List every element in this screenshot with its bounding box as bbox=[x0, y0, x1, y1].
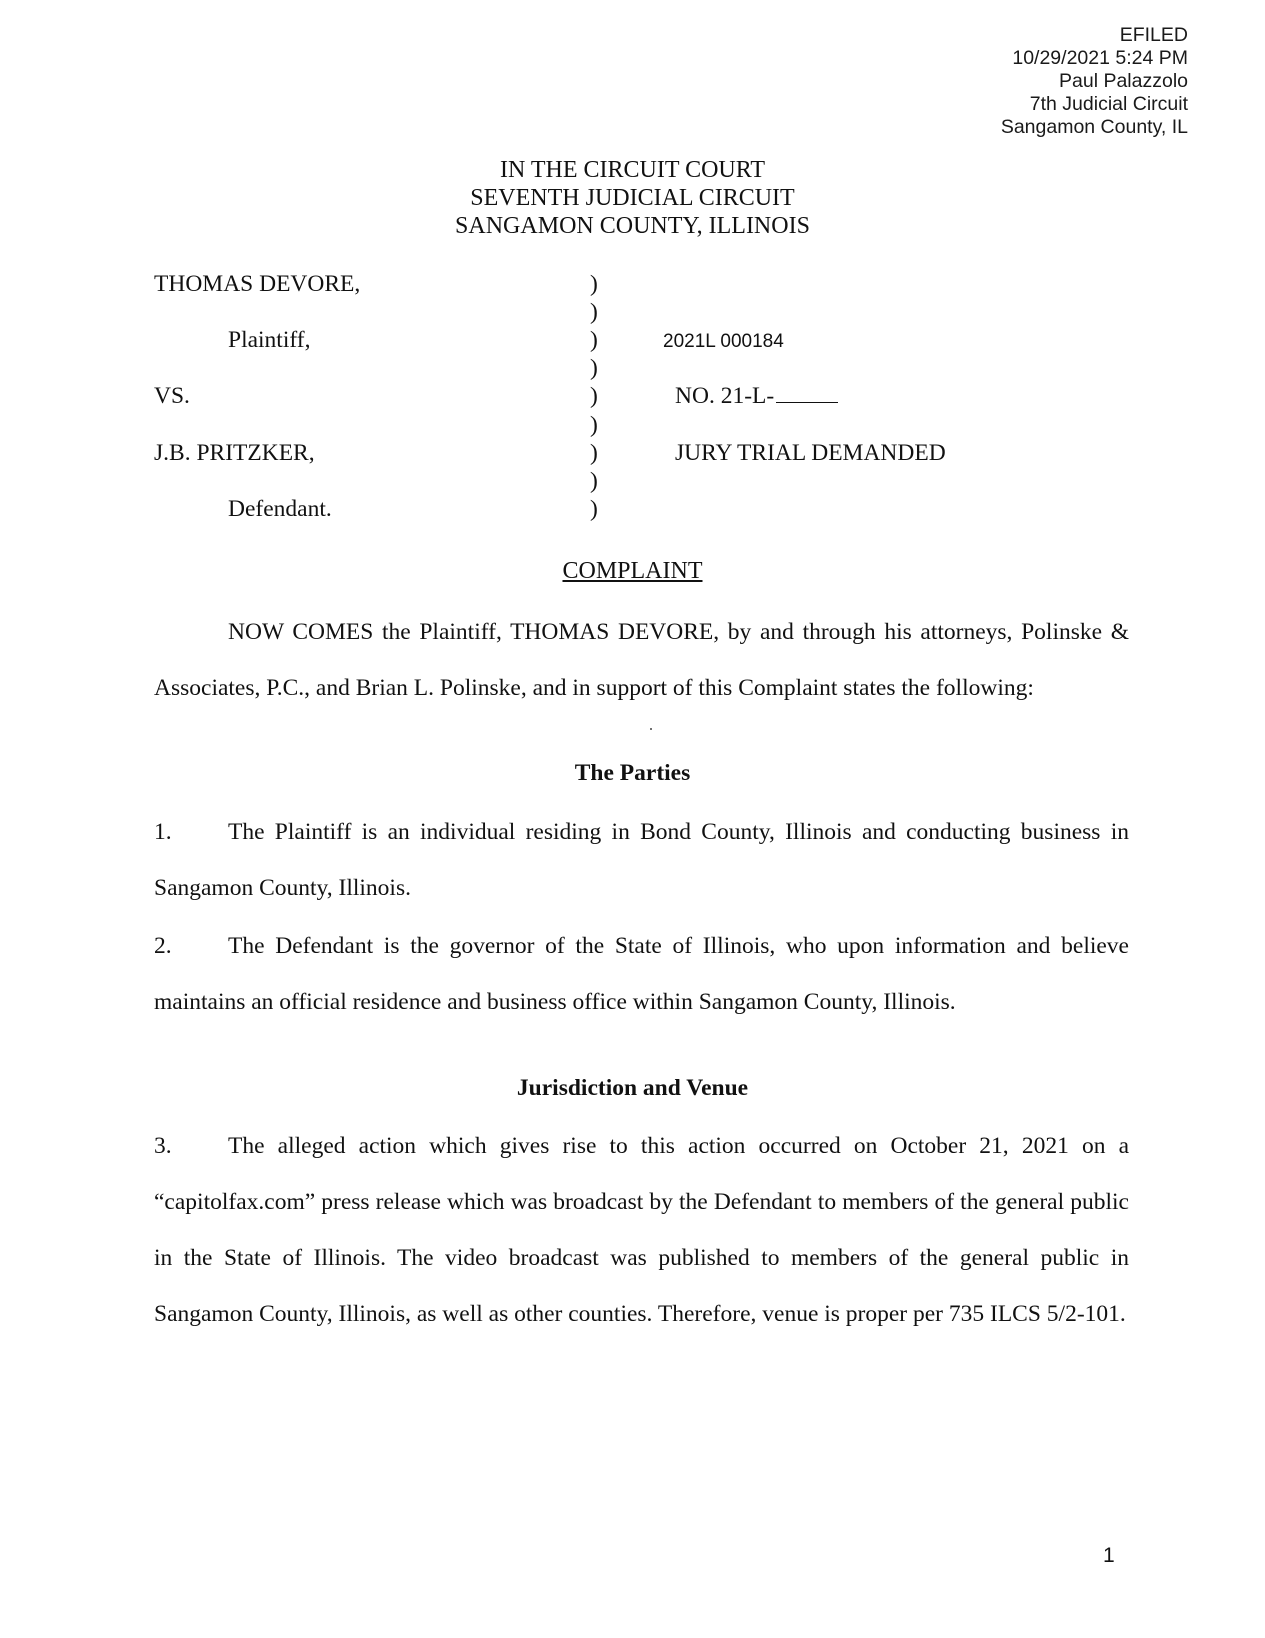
court-line-1: IN THE CIRCUIT COURT bbox=[499, 157, 765, 183]
case-number-prefix: NO. 21-L- bbox=[675, 383, 775, 409]
paragraph-3 bbox=[154, 1118, 1129, 1342]
plaintiff-name: THOMAS DEVORE, bbox=[154, 271, 361, 297]
paragraph-1-text: The Plaintiff is an individual residing in Bond County, Illinois and conducting business in Sangamon County, Illinois. bbox=[154, 819, 1129, 901]
caption-paren: ) bbox=[590, 468, 598, 494]
intro-paragraph: NOW COMES the Plaintiff, THOMAS DEVORE, by and through his attorneys, Polinske & Associates, P.C., and Brian L. Polinske, and in support of this Complaint states the following: bbox=[154, 619, 1129, 701]
efiled-stamp bbox=[1001, 24, 1188, 139]
page-number: 1 bbox=[1103, 1544, 1115, 1567]
court-heading bbox=[0, 156, 1265, 240]
caption-paren: ) bbox=[590, 496, 598, 522]
case-number bbox=[675, 383, 838, 410]
complaint-title: COMPLAINT bbox=[562, 558, 703, 584]
caption-paren: ) bbox=[590, 271, 598, 297]
stray-mark bbox=[650, 728, 652, 730]
parties-heading: The Parties bbox=[574, 760, 691, 786]
caption-paren: ) bbox=[590, 327, 598, 353]
paragraph-2 bbox=[154, 918, 1129, 1030]
versus-label: VS. bbox=[154, 383, 190, 409]
efiled-clerk: Paul Palazzolo bbox=[1059, 70, 1188, 92]
paragraph-1-number: 1. bbox=[154, 819, 172, 845]
case-number-blank bbox=[776, 384, 838, 403]
defendant-name: J.B. PRITZKER, bbox=[154, 440, 315, 466]
efiled-timestamp: 10/29/2021 5:24 PM bbox=[1012, 47, 1188, 69]
court-line-2: SEVENTH JUDICIAL CIRCUIT bbox=[470, 185, 795, 211]
case-number-stamp: 2021L 000184 bbox=[663, 331, 784, 352]
plaintiff-role: Plaintiff, bbox=[228, 327, 311, 353]
efiled-county: Sangamon County, IL bbox=[1000, 116, 1188, 138]
paragraph-2-text: The Defendant is the governor of the State of Illinois, who upon information and believe maintains an official residence and business office within Sangamon County, Illinois. bbox=[154, 933, 1129, 1015]
defendant-role: Defendant. bbox=[228, 496, 332, 522]
paragraph-1 bbox=[154, 804, 1129, 916]
paragraph-3-text: The alleged action which gives rise to this action occurred on October 21, 2021 on a “capitolfax.com” press release which was broadcast by the Defendant to members of the general public in the State of Illinois. The video broadcast was published to members of the general public in Sangamon County, Illinois, as well as other counties. Therefore, venue is proper per 735 ILCS 5/2-101. bbox=[154, 1133, 1129, 1327]
jurisdiction-heading: Jurisdiction and Venue bbox=[516, 1075, 749, 1101]
efiled-circuit: 7th Judicial Circuit bbox=[1029, 93, 1188, 115]
paragraph-2-number: 2. bbox=[154, 933, 172, 959]
jury-demand: JURY TRIAL DEMANDED bbox=[675, 440, 946, 466]
caption-paren: ) bbox=[590, 440, 598, 466]
caption-paren: ) bbox=[590, 299, 598, 325]
court-line-3: SANGAMON COUNTY, ILLINOIS bbox=[455, 213, 810, 239]
paragraph-3-number: 3. bbox=[154, 1133, 172, 1159]
caption-paren: ) bbox=[590, 412, 598, 438]
efiled-label: EFILED bbox=[1119, 24, 1188, 46]
caption-paren: ) bbox=[590, 383, 598, 409]
caption-paren: ) bbox=[590, 355, 598, 381]
